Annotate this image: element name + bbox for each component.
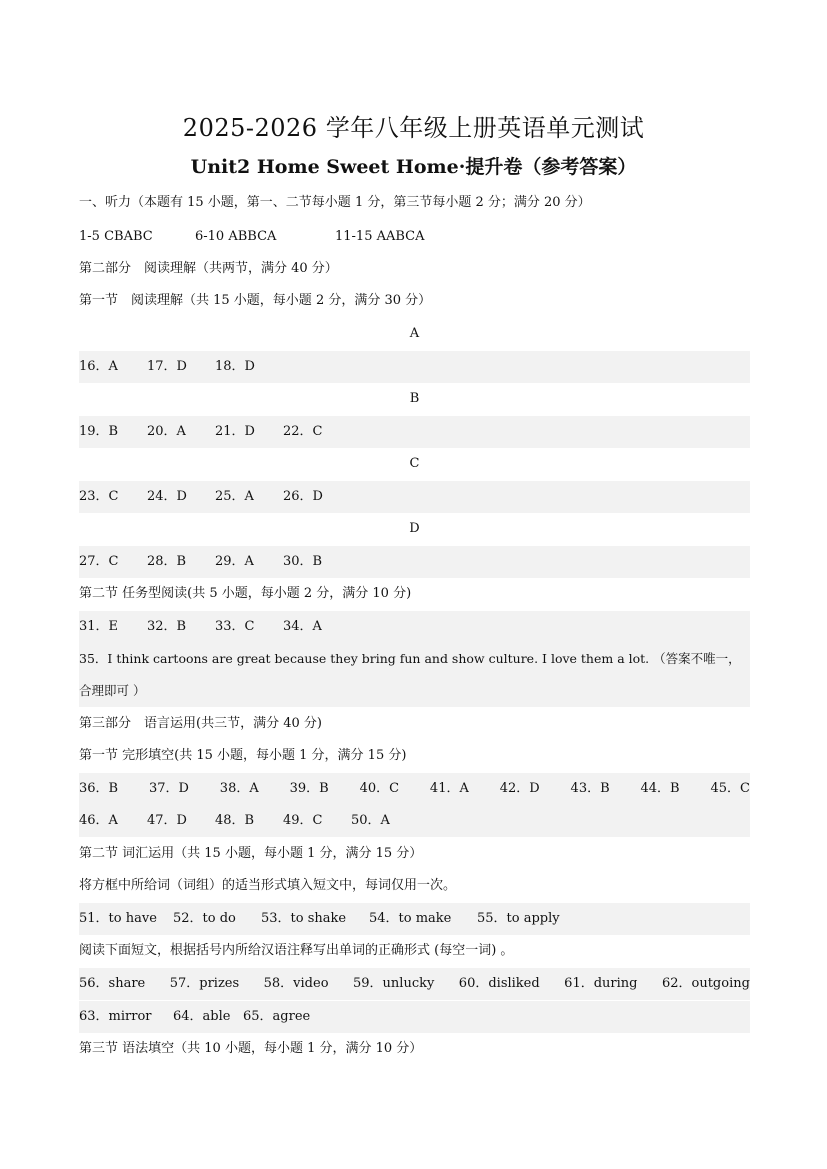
answer-item: 45．C xyxy=(710,781,750,796)
answer-item: 48．B xyxy=(215,813,255,828)
answer-item: 30．B xyxy=(283,554,323,569)
passage-a-answers xyxy=(79,351,750,383)
answer-item: 40．C xyxy=(359,781,400,796)
answer-item: 22．C xyxy=(283,424,323,439)
answer-item: 52．to do xyxy=(173,911,236,926)
answer-item: 16．A xyxy=(79,359,118,374)
passage-c-answers xyxy=(79,481,750,513)
answer-item: 64．able xyxy=(173,1009,231,1024)
cloze-heading: 第一节 完形填空(共 15 小题，每小题 1 分，满分 15 分) xyxy=(79,748,407,763)
answer-35: 35．I think cartoons are great because they bring fun and show culture. I love them a lot. （答案不唯一，合理即可 ） xyxy=(79,643,750,707)
answer-item: 55．to apply xyxy=(477,911,560,926)
answer-item: 51．to have xyxy=(79,911,157,926)
answer-item: 58．video xyxy=(263,976,329,991)
answer-item: 28．B xyxy=(147,554,187,569)
answer-item: 60．disliked xyxy=(458,976,540,991)
answer-item: 37．D xyxy=(148,781,189,796)
answer-item: 26．D xyxy=(283,489,323,504)
reading-section1-heading: 第一节 阅读理解（共 15 小题，每小题 2 分，满分 30 分） xyxy=(79,293,432,308)
answer-item: 19．B xyxy=(79,424,119,439)
answer-item: 11-15 AABCA xyxy=(335,229,425,244)
answer-item: 38．A xyxy=(219,781,259,796)
listening-heading: 一、听力（本题有 15 小题，第一、二节每小题 1 分，第三节每小题 2 分；满分 20 分） xyxy=(79,195,591,210)
answer-item: 33．C xyxy=(215,619,255,634)
answer-item: 42．D xyxy=(499,781,540,796)
answer-item: 32．B xyxy=(147,619,187,634)
answer-item: 25．A xyxy=(215,489,254,504)
answer-item: 54．to make xyxy=(369,911,452,926)
answer-item: 21．D xyxy=(215,424,255,439)
vocab-instruction-2: 阅读下面短文，根据括号内所给汉语注释写出单词的正确形式 (每空一词) 。 xyxy=(79,943,514,958)
answer-item: 46．A xyxy=(79,813,118,828)
answer-item: 31．E xyxy=(79,619,119,634)
page-title: 2025-2026 学年八年级上册英语单元测试 xyxy=(182,114,645,142)
answer-item: 62．outgoing xyxy=(661,976,750,991)
passage-label-a: A xyxy=(409,326,420,341)
reading-section2-heading: 第二节 任务型阅读(共 5 小题，每小题 2 分，满分 10 分) xyxy=(79,586,412,601)
task-reading-answers xyxy=(79,611,750,643)
page-subtitle: Unit2 Home Sweet Home·提升卷（参考答案） xyxy=(190,156,637,178)
answer-item: 50．A xyxy=(351,813,390,828)
answer-item: 17．D xyxy=(147,359,187,374)
vocab-heading: 第二节 词汇运用（共 15 小题，每小题 1 分，满分 15 分） xyxy=(79,846,423,861)
answer-item: 59．unlucky xyxy=(353,976,435,991)
answer-item: 27．C xyxy=(79,554,119,569)
vocab-answers-row2 xyxy=(79,968,750,1000)
listening-answers xyxy=(79,221,750,253)
answer-item: 57．prizes xyxy=(169,976,240,991)
passage-label-c: C xyxy=(409,456,420,471)
answer-item: 34．A xyxy=(283,619,322,634)
answer-item: 39．B xyxy=(289,781,329,796)
answer-item: 63．mirror xyxy=(79,1009,152,1024)
answer-item: 43．B xyxy=(570,781,610,796)
cloze-answers-row2 xyxy=(79,805,750,837)
vocab-answers-row1 xyxy=(79,903,750,935)
answer-item: 47．D xyxy=(147,813,187,828)
answer-item: 6-10 ABBCA xyxy=(195,229,277,244)
answer-item: 23．C xyxy=(79,489,119,504)
answer-item: 41．A xyxy=(429,781,469,796)
language-part-heading: 第三部分 语言运用(共三节，满分 40 分) xyxy=(79,716,322,731)
answer-item: 20．A xyxy=(147,424,186,439)
passage-b-answers xyxy=(79,416,750,448)
cloze-answers-row1 xyxy=(79,773,750,805)
answer-item: 53．to shake xyxy=(261,911,347,926)
vocab-instruction-1: 将方框中所给词（词组）的适当形式填入短文中，每词仅用一次。 xyxy=(79,878,457,893)
answer-item: 29．A xyxy=(215,554,254,569)
passage-d-answers xyxy=(79,546,750,578)
answer-item: 65．agree xyxy=(243,1009,311,1024)
passage-label-b: B xyxy=(409,391,420,406)
answer-item: 56．share xyxy=(79,976,146,991)
vocab-answers-row3 xyxy=(79,1001,750,1033)
answer-item: 36．B xyxy=(79,781,119,796)
answer-item: 49．C xyxy=(283,813,323,828)
reading-part-heading: 第二部分 阅读理解（共两节，满分 40 分） xyxy=(79,261,338,276)
grammar-heading: 第三节 语法填空（共 10 小题，每小题 1 分，满分 10 分） xyxy=(79,1041,423,1056)
answer-item: 1-5 CBABC xyxy=(79,229,153,244)
answer-item: 18．D xyxy=(215,359,255,374)
passage-label-d: D xyxy=(409,521,420,536)
answer-item: 24．D xyxy=(147,489,187,504)
answer-item: 44．B xyxy=(640,781,680,796)
answer-item: 61．during xyxy=(564,976,638,991)
